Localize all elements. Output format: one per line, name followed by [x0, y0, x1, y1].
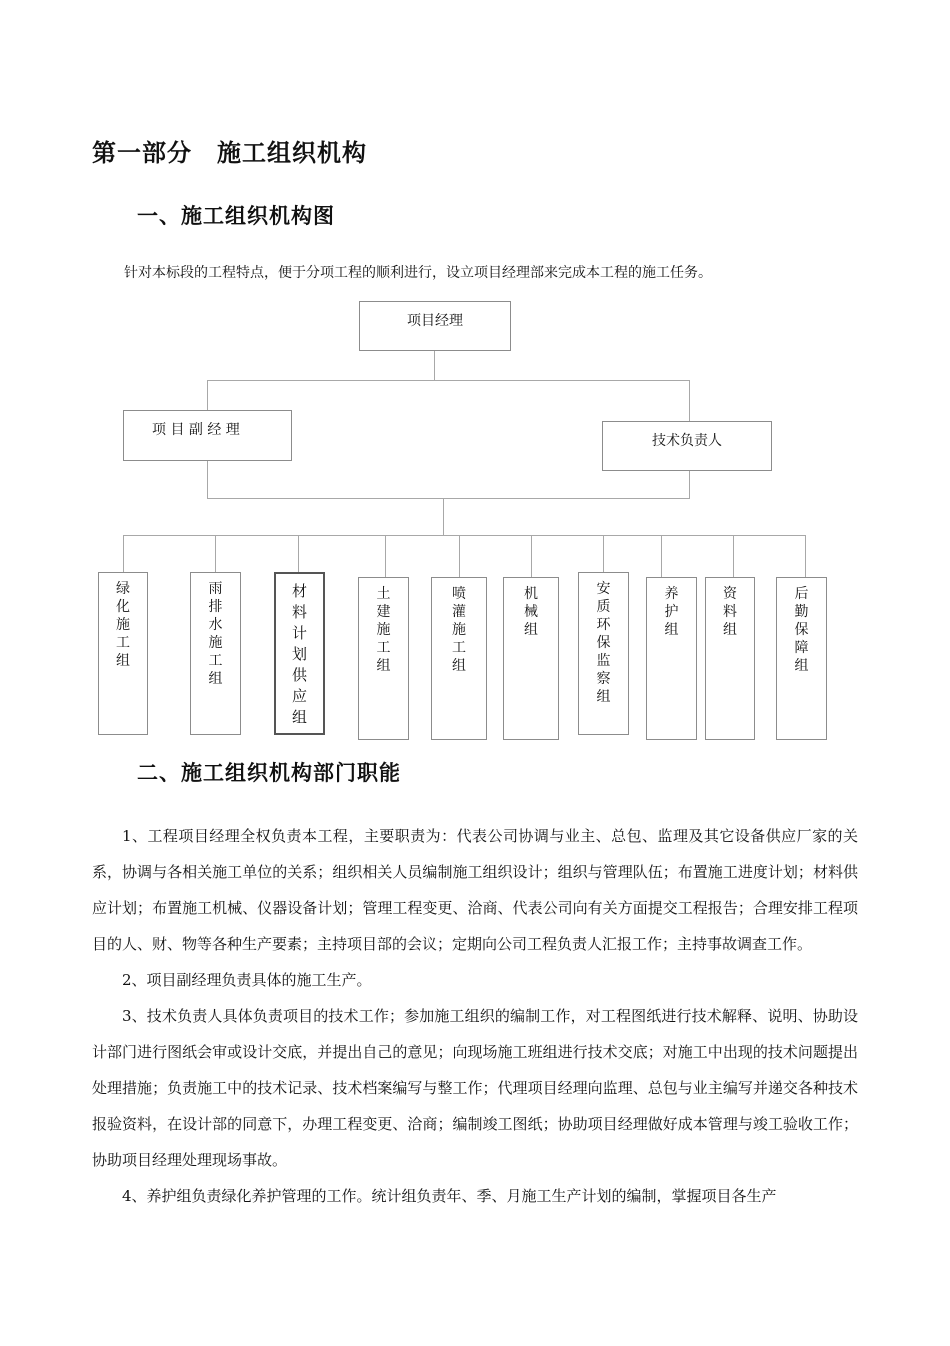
connector	[298, 535, 299, 572]
box-label: 喷灌施工组	[452, 586, 466, 674]
connector	[531, 535, 532, 577]
connector	[207, 380, 208, 410]
connector	[215, 535, 216, 572]
box-label: 技术负责人	[652, 433, 722, 449]
box-deputy-manager	[123, 410, 292, 461]
box-group-drainage	[190, 572, 241, 735]
section-title-org-chart: 一、施工组织机构图	[137, 204, 335, 228]
section-title-duties: 二、施工组织机构部门职能	[137, 761, 401, 785]
box-group-documents	[705, 577, 755, 740]
connector	[207, 380, 690, 381]
paragraph: 4、养护组负责绿化养护管理的工作。统计组负责年、季、月施工生产计划的编制，掌握项目各生产	[122, 1187, 777, 1205]
intro-text: 针对本标段的工程特点，便于分项工程的顺利进行，设立项目经理部来完成本工程的施工任务。	[124, 265, 712, 281]
box-group-machinery	[503, 577, 559, 740]
connector	[689, 380, 690, 421]
box-group-logistics	[776, 577, 827, 740]
box-label: 项目经理	[407, 313, 463, 329]
connector	[733, 535, 734, 577]
box-label: 材料计划供应组	[291, 582, 307, 726]
connector	[689, 470, 690, 498]
box-group-safety	[578, 572, 629, 735]
duties-body	[92, 818, 858, 1214]
connector	[805, 535, 806, 577]
connector	[459, 535, 460, 577]
box-label: 机械组	[524, 586, 538, 638]
box-label: 绿化施工组	[116, 581, 130, 669]
paragraph: 3、技术负责人具体负责项目的技术工作；参加施工组织的编制工作，对工程图纸进行技术解释、说明、协助设计部门进行图纸会审或设计交底，并提出自己的意见；向现场施工班组进行技术交底；对施工中出现的技术问题提出处理措施；负责施工中的技术记录、技术档案编写与整工作；代理项目经理向监理、总包与业主编写并递交各种技术报验资料，在设计部的同意下，办理工程变更、洽商；编制竣工图纸；协助项目经理做好成本管理与竣工验收工作；协助项目经理处理现场事故。	[92, 1007, 858, 1169]
connector	[385, 535, 386, 577]
box-group-civil	[358, 577, 409, 740]
box-group-greening	[98, 572, 148, 735]
connector	[207, 498, 690, 499]
box-label: 项 目 副 经 理	[152, 422, 240, 438]
paragraph: 2、项目副经理负责具体的施工生产。	[122, 971, 372, 989]
box-group-maintenance	[646, 577, 697, 740]
box-tech-lead	[602, 421, 772, 471]
connector	[123, 535, 806, 536]
box-label: 后勤保障组	[794, 586, 809, 674]
connector	[661, 535, 662, 577]
connector	[207, 460, 208, 498]
box-label: 雨排水施工组	[208, 581, 223, 687]
paragraph: 1、工程项目经理全权负责本工程，主要职责为：代表公司协调与业主、总包、监理及其它设备供应厂家的关系，协调与各相关施工单位的关系；组织相关人员编制施工组织设计；组织与管理队伍；布置施工进度计划；材料供应计划；布置施工机械、仪器设备计划；管理工程变更、洽商、代表公司向有关方面提交工程报告；合理安排工程项目的人、财、物等各种生产要素；主持项目部的会议；定期向公司工程负责人汇报工作；主持事故调查工作。	[92, 827, 858, 953]
box-group-materials	[274, 572, 325, 735]
box-project-manager	[359, 301, 511, 351]
connector	[123, 535, 124, 572]
box-group-irrigation	[431, 577, 487, 740]
part-title: 第一部分 施工组织机构	[92, 139, 367, 167]
connector	[603, 535, 604, 572]
box-label: 养护组	[664, 586, 679, 638]
box-label: 土建施工组	[376, 586, 391, 674]
box-label: 资料组	[723, 586, 737, 638]
connector	[434, 350, 435, 380]
box-label: 安质环保监察组	[596, 581, 611, 705]
connector	[443, 498, 444, 535]
